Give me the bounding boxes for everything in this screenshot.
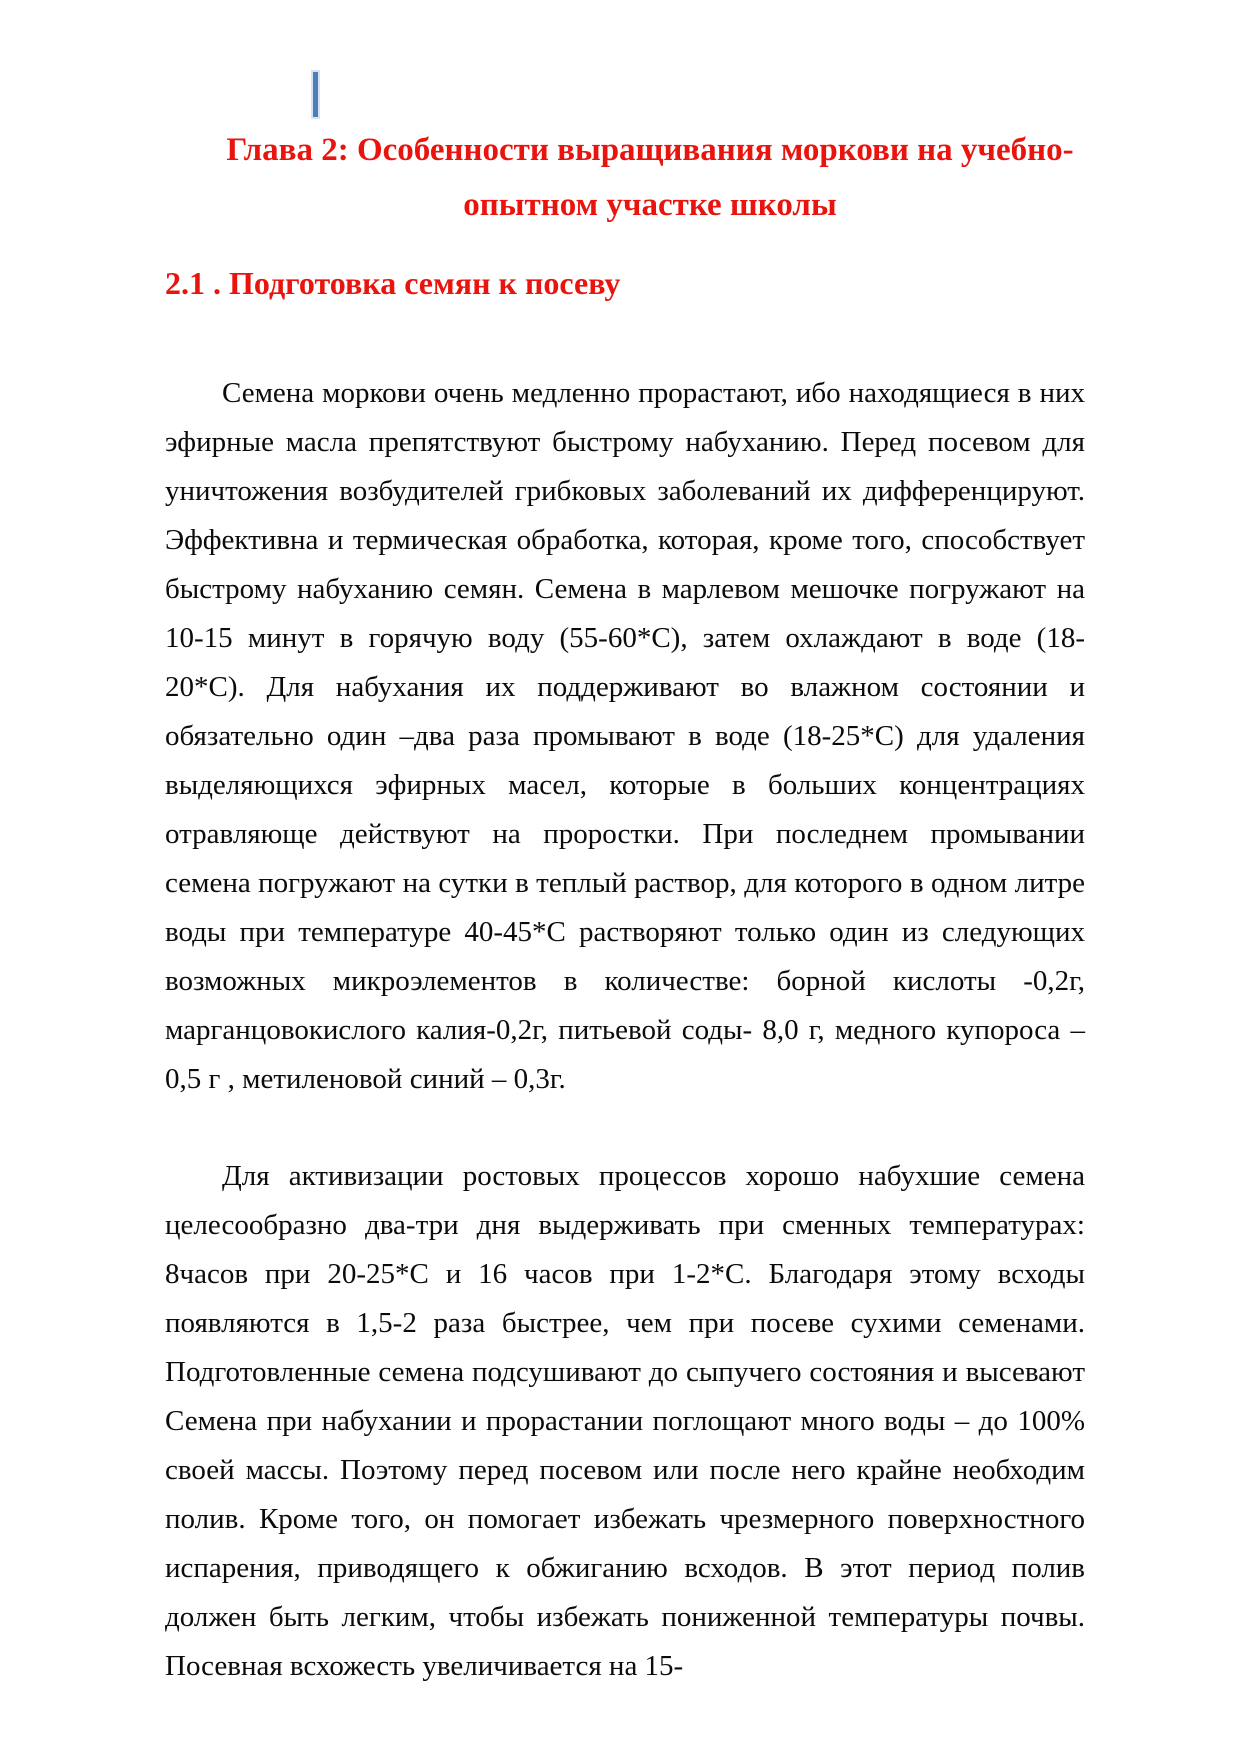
chapter-title-line2: опытном участке школы: [463, 187, 837, 223]
text-cursor: [313, 72, 318, 117]
paragraph-seed-preparation: Семена моркови очень медленно прорастают, ибо находящиеся в них эфирные масла препятствуют быстрому набуханию. Перед посевом для уничтожения возбудителей грибковых заболеваний их дифференцируют. Эффективна и термическая обработка, которая, кроме того, способствует быстрому набуханию семян. Семена в марлевом мешочке погружают на 10-15 минут в горячую воду (55-60*С), затем охлаждают в воде (18-20*С). Для набухания их поддерживают во влажном состоянии и обязательно один –два раза промывают в воде (18-25*С) для удаления выделяющихся эфирных масел, которые в больших концентрациях отравляюще действуют на проростки. При последнем промывании семена погружают на сутки в теплый раствор, для которого в одном литре воды при температуре 40-45*С растворяют только один из следующих возможных микроэлементов в количестве: борной кислоты -0,2г, марганцовокислого калия-0,2г, питьевой соды- 8,0 г, медного купороса – 0,5 г , метиленовой синий – 0,3г.: [165, 377, 1085, 1095]
paragraph-growth-activation: Для активизации ростовых процессов хорошо набухшие семена целесообразно два-три дня выдерживать при сменных температурах: 8часов при 20-25*С и 16 часов при 1-2*С. Благодаря этому всходы появляются в 1,5-2 раза быстрее, чем при посеве сухими семенами. Подготовленные семена подсушивают до сыпучего состояния и высевают Семена при набухании и прорастании поглощают много воды – до 100% своей массы. Поэтому перед посевом или после него крайне необходим полив. Кроме того, он помогает избежать чрезмерного поверхностного испарения, приводящего к обжиганию всходов. В этот период полив должен быть легким, чтобы избежать пониженной температуры почвы. Посевная всхожесть увеличивается на 15-: [165, 1160, 1085, 1682]
chapter-title: [215, 123, 1085, 233]
chapter-title-line1: Глава 2: Особенности выращивания моркови на учебно-: [226, 132, 1074, 168]
section-heading: 2.1 . Подготовка семян к посеву: [165, 265, 621, 301]
